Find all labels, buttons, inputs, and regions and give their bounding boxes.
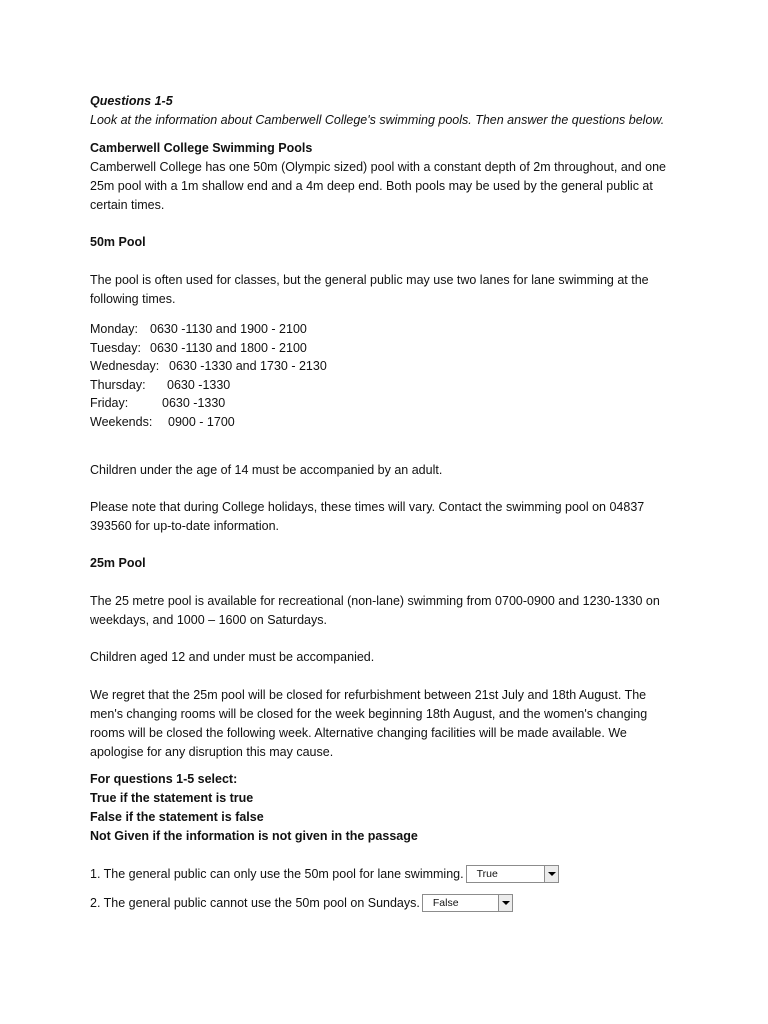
chevron-down-icon[interactable] [498, 895, 512, 911]
false-key: False [90, 810, 122, 824]
question-text: 1. The general public can only use the 50m pool for lane swimming. [90, 867, 464, 881]
pool50-intro-line: The pool is often used for classes, but the general public may use two lanes for lane swimming at the [90, 273, 649, 287]
schedule-row [90, 394, 690, 413]
holiday-note-line: Please note that during College holidays, these times will vary. Contact the swimming pool on 04837 [90, 500, 645, 514]
article-intro-line: Camberwell College has one 50m (Olympic sized) pool with a constant depth of 2m throughout, and one [90, 160, 667, 174]
schedule-day: Thursday: [90, 377, 146, 392]
instruction-true [90, 789, 690, 808]
schedule-row [90, 320, 690, 339]
schedule-day: Weekends: [90, 414, 153, 429]
questions-title: Questions 1-5 [90, 94, 173, 108]
pool25-intro-line: The 25 metre pool is available for recreational (non-lane) swimming from 0700-0900 and 1230-1330 on [90, 594, 660, 608]
instruction-false [90, 808, 690, 827]
schedule-times: 0630 -1330 [162, 396, 226, 411]
pool50-holiday-note [90, 498, 690, 536]
question-1 [90, 864, 559, 884]
schedule-day: Friday: [90, 396, 129, 411]
schedule-day: Tuesday: [90, 340, 141, 355]
false-desc: if the statement is false [121, 810, 264, 824]
article-intro [90, 158, 690, 215]
question-2 [90, 893, 513, 913]
closure-line: rooms will be closed the following week. Alternative changing facilities will be made available. We [90, 726, 627, 740]
pool25-closure-note [90, 686, 690, 762]
schedule-row [90, 413, 690, 432]
chevron-down-icon[interactable] [544, 866, 558, 882]
holiday-note-line: 393560 for up-to-date information. [90, 519, 280, 533]
pool50-heading: 50m Pool [90, 235, 146, 249]
pool50-intro [90, 271, 690, 309]
schedule-times: 0630 -1130 and 1800 - 2100 [150, 340, 307, 355]
closure-line: men's changing rooms will be closed for the week beginning 18th August, and the women's changing [90, 707, 648, 721]
pool25-intro-line: weekdays, and 1000 – 1600 on Saturdays. [90, 613, 327, 627]
article-intro-line: 25m pool with a 1m shallow end and a 4m deep end. Both pools may be used by the general public at [90, 179, 653, 193]
instructions-intro: For questions 1-5 select: [90, 772, 238, 786]
schedule-times: 0630 -1330 [167, 377, 231, 392]
instruction-not-given [90, 827, 690, 846]
schedule-row [90, 339, 690, 358]
question-text: 2. The general public cannot use the 50m pool on Sundays. [90, 896, 420, 910]
schedule-times: 0900 - 1700 [168, 414, 235, 429]
article-heading: Camberwell College Swimming Pools [90, 141, 313, 155]
answer-select-2[interactable] [422, 894, 513, 912]
pool25-intro [90, 592, 690, 630]
answer-instructions [90, 770, 690, 846]
pool25-children-note: Children aged 12 and under must be accompanied. [90, 650, 375, 664]
answer-select-1[interactable] [466, 865, 559, 883]
closure-line: We regret that the 25m pool will be closed for refurbishment between 21st July and 18th August. The [90, 688, 647, 702]
selected-value: False [432, 897, 459, 909]
questions-instruction: Look at the information about Camberwell College's swimming pools. Then answer the questions below. [90, 113, 665, 127]
closure-line: apologise for any disruption this may cause. [90, 745, 334, 759]
pool25-heading: 25m Pool [90, 556, 146, 570]
pool50-schedule [90, 320, 690, 432]
questions-header [90, 92, 690, 130]
schedule-row [90, 357, 690, 376]
selected-value: True [476, 868, 498, 880]
not-given-key: Not Given [90, 829, 150, 843]
schedule-day: Monday: [90, 322, 138, 336]
schedule-times: 0630 -1330 and 1730 - 2130 [169, 359, 327, 374]
true-desc: if the statement is true [116, 791, 254, 805]
schedule-day: Wednesday: [90, 359, 160, 374]
pool50-children-note: Children under the age of 14 must be accompanied by an adult. [90, 463, 443, 477]
true-key: True [90, 791, 117, 805]
pool50-intro-line: following times. [90, 292, 176, 306]
schedule-row [90, 376, 690, 395]
article-intro-line: certain times. [90, 198, 165, 212]
not-given-desc: if the information is not given in the passage [149, 829, 418, 843]
schedule-times: 0630 -1130 and 1900 - 2100 [150, 322, 307, 336]
